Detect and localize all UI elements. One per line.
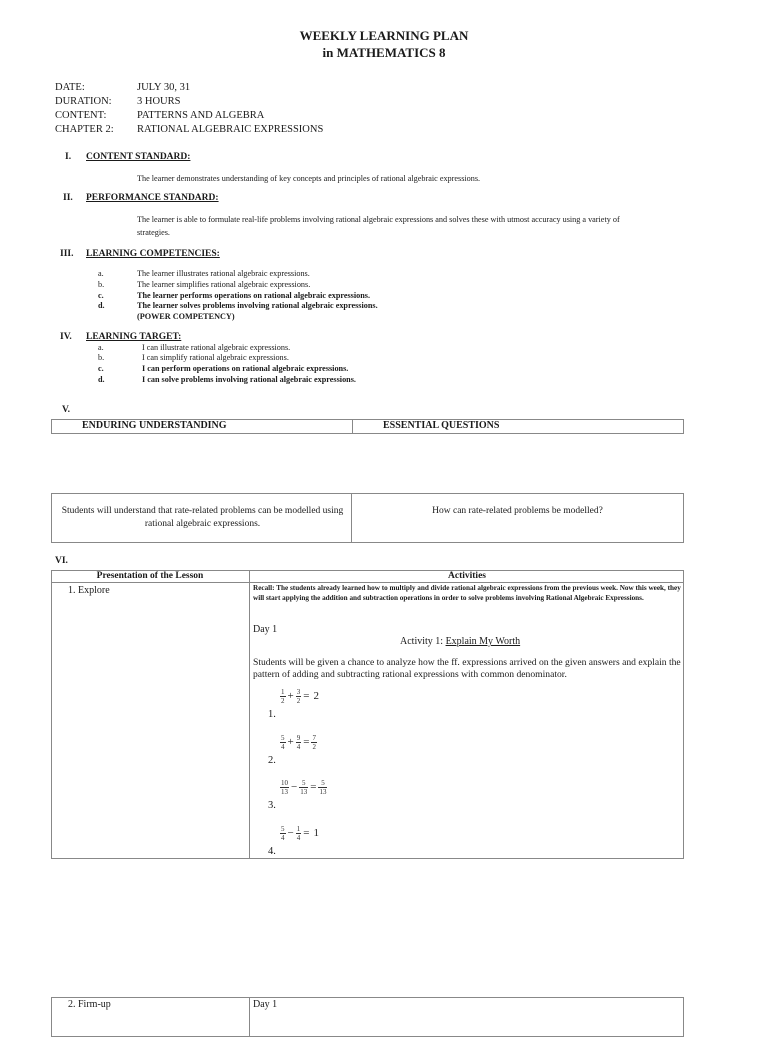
equation-4: $\frac{5}{4}$ − $\frac{1}{4}$ = 1 xyxy=(281,824,319,842)
section-number: VI. xyxy=(55,556,68,566)
equation-3: $\frac{10}{13}$ − $\frac{5}{13}$ = $\frac{5}{13}$ xyxy=(281,778,327,796)
performance-standard-text: The learner is able to formulate real-life problems involving rational algebraic expressions and solves these with utmost accuracy using a variety of xyxy=(137,215,620,224)
presentation-header: Presentation of the Lesson xyxy=(96,571,204,581)
lesson-table xyxy=(51,570,684,859)
date-label: DATE: xyxy=(55,82,85,93)
duration-label: DURATION: xyxy=(55,96,112,107)
divider xyxy=(249,997,250,1037)
list-item-letter: b. xyxy=(98,353,105,362)
explore-label: 1. Explore xyxy=(68,585,110,596)
power-competency-label: (POWER COMPETENCY) xyxy=(137,312,235,321)
equation-number: 1. xyxy=(268,709,276,720)
list-item-letter: c. xyxy=(98,291,104,300)
performance-standard-heading: PERFORMANCE STANDARD: xyxy=(86,193,219,203)
content-standard-text: The learner demonstrates understanding of key concepts and principles of rational algebraic expressions. xyxy=(137,174,481,183)
performance-standard-text-cont: strategies. xyxy=(137,228,170,237)
list-item: I can simplify rational algebraic expressions. xyxy=(142,353,289,362)
list-item: I can perform operations on rational algebraic expressions. xyxy=(142,364,349,373)
chapter-label: CHAPTER 2: xyxy=(55,124,114,135)
activity-title xyxy=(400,636,520,647)
enduring-understanding-text: Students will understand that rate-related problems can be modelled using rational algebraic expressions. xyxy=(61,506,344,529)
activity-instructions: Students will be given a chance to analyze how the ff. expressions arrived on the given answers and explain the pattern of adding and subtracting rational expressions with common denominator. xyxy=(253,657,681,680)
recall-text: Recall: The students already learned how to multiply and divide rational algebraic expressions from the previous week. Now this week, they will start applying the addition and subtraction operations in order to solve problems involving Rational Algebraic Expressions. xyxy=(253,584,681,602)
divider xyxy=(351,493,352,543)
list-item-letter: b. xyxy=(98,280,105,289)
list-item: I can solve problems involving rational algebraic expressions. xyxy=(142,375,356,384)
equation-1: $\frac{1}{2}$ + $\frac{3}{2}$ = 2 xyxy=(281,687,319,705)
list-item-letter: d. xyxy=(98,375,105,384)
divider xyxy=(249,570,250,859)
list-item: The learner performs operations on rational algebraic expressions. xyxy=(137,291,371,300)
firm-up-row xyxy=(51,997,684,1037)
learning-competencies-heading: LEARNING COMPETENCIES: xyxy=(86,249,220,259)
learning-target-heading: LEARNING TARGET: xyxy=(86,332,182,342)
activity-name: Explain My Worth xyxy=(445,636,521,647)
essential-question-text: How can rate-related problems be modelled? xyxy=(432,506,603,516)
day-label: Day 1 xyxy=(253,624,278,635)
activities-header: Activities xyxy=(448,571,486,581)
content-value: PATTERNS AND ALGEBRA xyxy=(137,110,265,121)
duration-value: 3 HOURS xyxy=(137,96,181,107)
equation-2: $\frac{5}{4}$ + $\frac{9}{4}$ = $\frac{7}{2}$ xyxy=(281,733,316,751)
equation-number: 3. xyxy=(268,800,276,811)
equation-number: 2. xyxy=(268,755,276,766)
equation-number: 4. xyxy=(268,846,276,857)
list-item-letter: c. xyxy=(98,364,104,373)
divider xyxy=(352,419,353,434)
section-number: III. xyxy=(60,249,74,259)
activity-prefix: Activity 1: xyxy=(400,636,446,647)
document-title: WEEKLY LEARNING PLAN xyxy=(299,28,469,43)
firm-up-label: 2. Firm-up xyxy=(68,999,111,1010)
enduring-understanding-header: ENDURING UNDERSTANDING xyxy=(82,420,227,431)
list-item: The learner simplifies rational algebraic expressions. xyxy=(137,280,311,289)
list-item-letter: a. xyxy=(98,343,104,352)
list-item: The learner illustrates rational algebraic expressions. xyxy=(137,269,310,278)
list-item-letter: d. xyxy=(98,301,105,310)
date-value: JULY 30, 31 xyxy=(137,82,191,93)
list-item: The learner solves problems involving rational algebraic expressions. xyxy=(137,301,378,310)
section-number: I. xyxy=(65,152,72,162)
content-label: CONTENT: xyxy=(55,110,107,121)
chapter-value: RATIONAL ALGEBRAIC EXPRESSIONS xyxy=(137,124,324,135)
section-number: V. xyxy=(62,405,71,415)
content-standard-heading: CONTENT STANDARD: xyxy=(86,152,191,162)
section-number: IV. xyxy=(60,332,72,342)
list-item-letter: a. xyxy=(98,269,104,278)
list-item: I can illustrate rational algebraic expressions. xyxy=(142,343,291,352)
firm-up-day-label: Day 1 xyxy=(253,999,278,1010)
document-subtitle: in MATHEMATICS 8 xyxy=(322,45,446,60)
essential-questions-header: ESSENTIAL QUESTIONS xyxy=(383,420,500,431)
section-number: II. xyxy=(63,193,73,203)
